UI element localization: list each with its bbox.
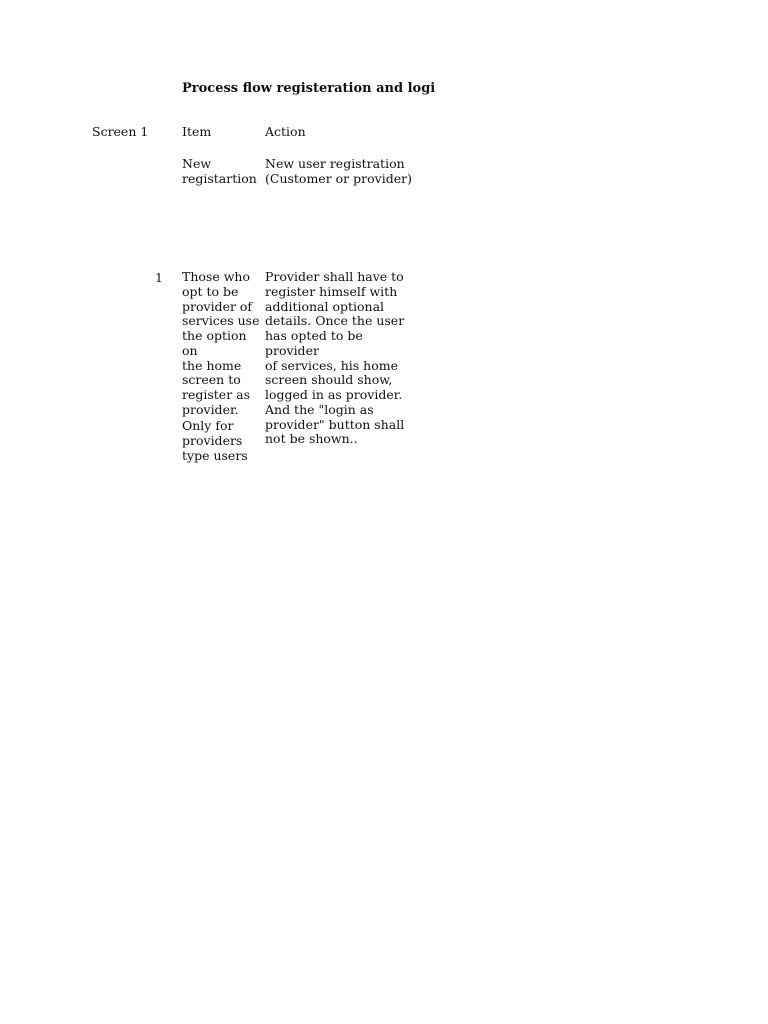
row-2-number: 1	[155, 270, 163, 285]
row-1-action: New user registration (Customer or provider)	[265, 156, 412, 186]
action-column-header: Action	[265, 124, 306, 139]
page-title: Process flow registeration and logi	[182, 81, 436, 96]
screen-label: Screen 1	[92, 124, 149, 139]
row-1-item: New registartion	[182, 156, 257, 186]
row-2-item-note: Only for providers type users	[182, 418, 248, 463]
row-2-action: Provider shall have to register himself with additional optional details. Once the user has opted to be provider of services, his home screen should show, logged in as provider. And the "login as provider" button shall not be shown..	[265, 269, 405, 447]
item-column-header: Item	[182, 124, 212, 139]
row-2-item: Those who opt to be provider of services use the option on the home screen to register as provider.	[182, 269, 260, 417]
